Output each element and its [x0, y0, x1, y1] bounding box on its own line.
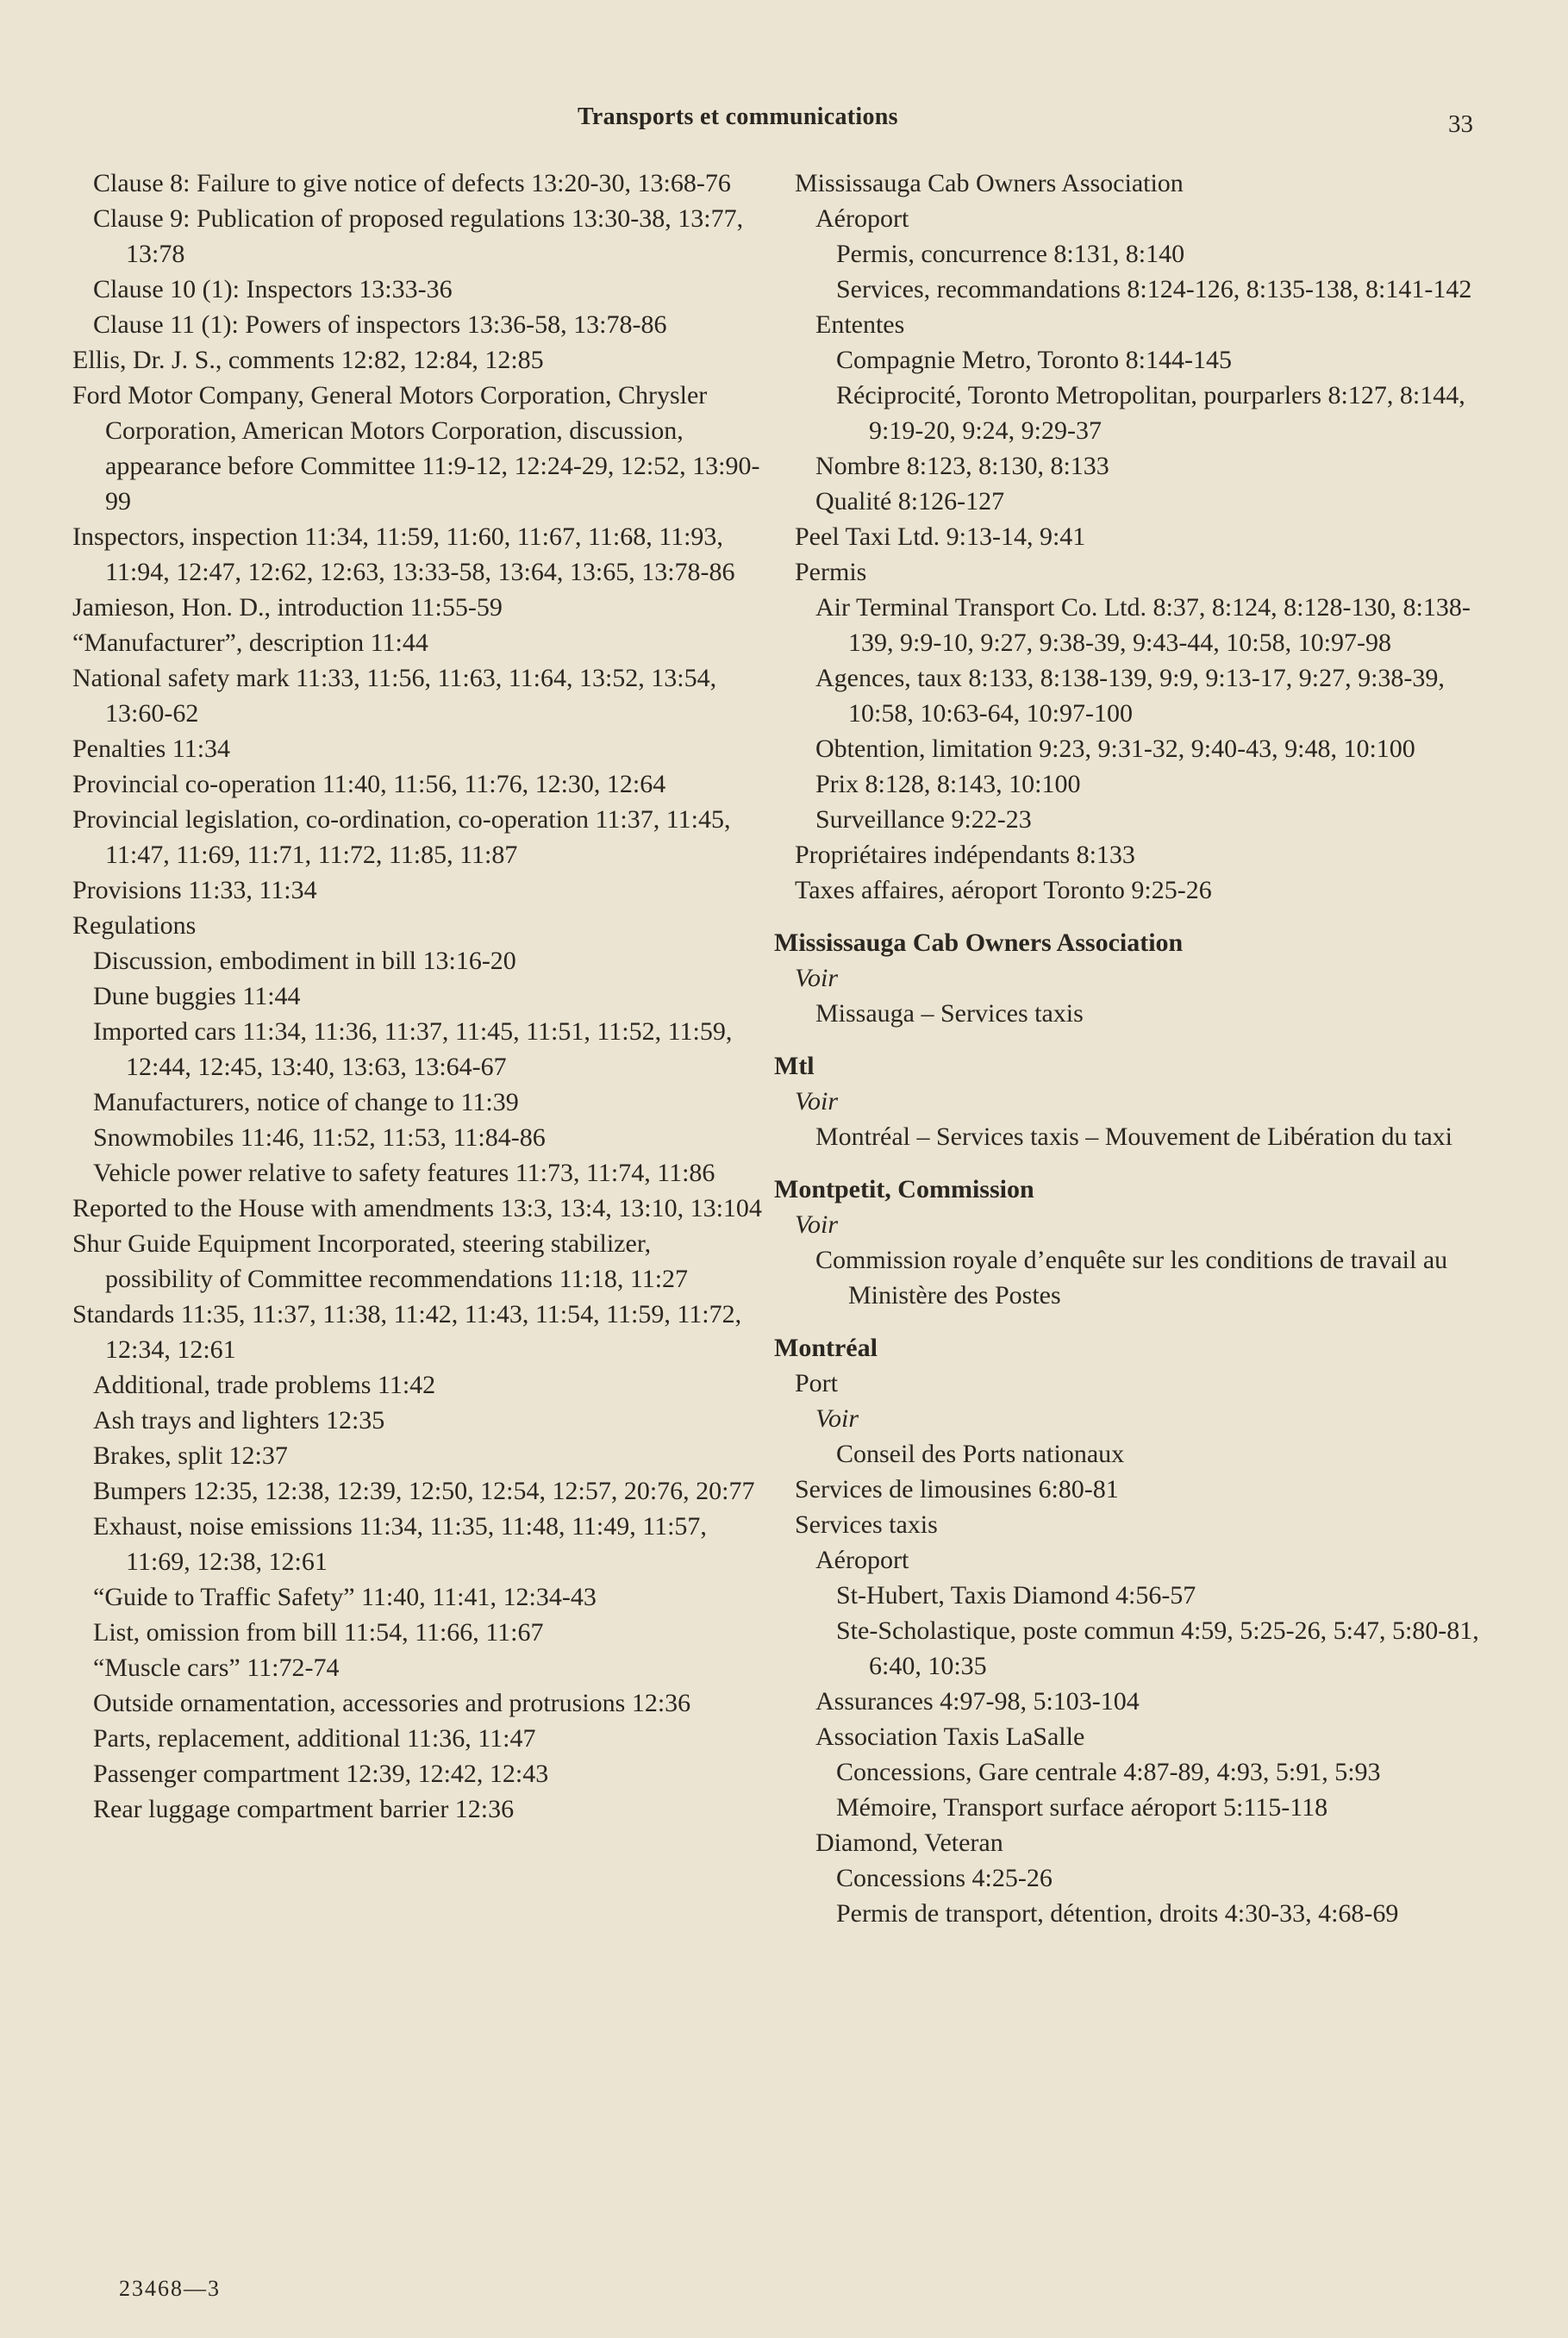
index-entry: Port [795, 1369, 839, 1397]
index-entry: Compagnie Metro, Toronto 8:144-145 [836, 346, 1232, 374]
index-entry: Ste-Scholastique, poste commun 4:59, 5:25-26, 5:47, 5:80-81, 6:40, 10:35 [836, 1616, 1479, 1680]
index-entry: Imported cars 11:34, 11:36, 11:37, 11:45, 11:51, 11:52, 11:59, 12:44, 12:45, 13:40, 13:63, 13:64-67 [93, 1017, 733, 1081]
index-entry: Ford Motor Company, General Motors Corporation, Chrysler Corporation, American Motors Corporation, discussion, appearance before Committee 11:9-12, 12:24-29, 12:52, 13:90-99 [72, 381, 760, 516]
index-entry: Propriétaires indépendants 8:133 [795, 841, 1135, 869]
index-entry: “Muscle cars” 11:72-74 [93, 1653, 340, 1682]
index-entry: Services de limousines 6:80-81 [795, 1475, 1119, 1503]
index-heading: Mississauga Cab Owners Association [774, 928, 1184, 957]
index-entry: List, omission from bill 11:54, 11:66, 11:67 [93, 1618, 544, 1647]
running-title: Transports et communications [578, 103, 898, 130]
index-entry: Rear luggage compartment barrier 12:36 [93, 1795, 515, 1823]
index-entry: Concessions, Gare centrale 4:87-89, 4:93, 5:91, 5:93 [836, 1758, 1381, 1786]
index-entry: Réciprocité, Toronto Metropolitan, pourparlers 8:127, 8:144, 9:19-20, 9:24, 9:29-37 [836, 381, 1465, 445]
index-entry: Services taxis [795, 1510, 938, 1539]
left-index-column [72, 166, 762, 1827]
index-entry: “Manufacturer”, description 11:44 [72, 628, 428, 657]
index-entry: Dune buggies 11:44 [93, 982, 301, 1010]
index-entry: Permis de transport, détention, droits 4:30-33, 4:68-69 [836, 1899, 1399, 1928]
index-entry: St-Hubert, Taxis Diamond 4:56-57 [836, 1581, 1196, 1610]
index-entry: National safety mark 11:33, 11:56, 11:63, 11:64, 13:52, 13:54, 13:60-62 [72, 664, 717, 728]
index-entry: Penalties 11:34 [72, 735, 231, 763]
index-entry: Parts, replacement, additional 11:36, 11:47 [93, 1724, 536, 1753]
index-entry: Brakes, split 12:37 [93, 1441, 288, 1470]
see-reference: Voir [795, 1210, 839, 1239]
see-reference: Voir [815, 1404, 859, 1433]
index-entry: Aéroport [815, 1546, 909, 1574]
index-entry: Clause 10 (1): Inspectors 13:33-36 [93, 275, 453, 303]
index-entry: Ententes [815, 310, 905, 339]
index-entry: Ash trays and lighters 12:35 [93, 1406, 385, 1435]
index-entry: Provisions 11:33, 11:34 [72, 876, 317, 904]
index-entry: Prix 8:128, 8:143, 10:100 [815, 770, 1081, 798]
index-heading: Montréal [774, 1334, 878, 1362]
index-entry: Inspectors, inspection 11:34, 11:59, 11:60, 11:67, 11:68, 11:93, 11:94, 12:47, 12:62, 12:63, 13:33-58, 13:64, 13:65, 13:78-86 [72, 522, 735, 586]
index-entry: Air Terminal Transport Co. Ltd. 8:37, 8:124, 8:128-130, 8:138-139, 9:9-10, 9:27, 9:38-39, 9:43-44, 10:58, 10:97-98 [815, 593, 1471, 657]
index-entry: Standards 11:35, 11:37, 11:38, 11:42, 11:43, 11:54, 11:59, 11:72, 12:34, 12:61 [72, 1300, 742, 1364]
index-entry: Mississauga Cab Owners Association [795, 169, 1184, 197]
index-entry: Nombre 8:123, 8:130, 8:133 [815, 452, 1109, 480]
index-entry: Passenger compartment 12:39, 12:42, 12:43 [93, 1760, 549, 1788]
index-entry: Services, recommandations 8:124-126, 8:135-138, 8:141-142 [836, 275, 1472, 303]
index-entry: Taxes affaires, aéroport Toronto 9:25-26 [795, 876, 1212, 904]
see-reference: Voir [795, 964, 839, 992]
index-entry: “Guide to Traffic Safety” 11:40, 11:41, 12:34-43 [93, 1583, 597, 1611]
index-entry: Mémoire, Transport surface aéroport 5:115-118 [836, 1793, 1328, 1822]
index-entry: Vehicle power relative to safety features 11:73, 11:74, 11:86 [93, 1159, 715, 1187]
index-entry: Jamieson, Hon. D., introduction 11:55-59 [72, 593, 503, 622]
index-entry: Clause 11 (1): Powers of inspectors 13:36-58, 13:78-86 [93, 310, 667, 339]
index-heading: Mtl [774, 1052, 815, 1080]
index-entry: Permis, concurrence 8:131, 8:140 [836, 240, 1185, 268]
index-entry: Concessions 4:25-26 [836, 1864, 1053, 1892]
index-entry: Reported to the House with amendments 13:3, 13:4, 13:10, 13:104 [72, 1194, 762, 1222]
index-entry: Conseil des Ports nationaux [836, 1440, 1125, 1468]
index-entry: Agences, taux 8:133, 8:138-139, 9:9, 9:13-17, 9:27, 9:38-39, 10:58, 10:63-64, 10:97-100 [815, 664, 1445, 728]
index-entry: Clause 9: Publication of proposed regulations 13:30-38, 13:77, 13:78 [93, 204, 744, 268]
page-number: 33 [1448, 110, 1473, 138]
index-entry: Manufacturers, notice of change to 11:39 [93, 1088, 519, 1116]
index-entry: Peel Taxi Ltd. 9:13-14, 9:41 [795, 522, 1086, 551]
index-entry: Provincial legislation, co-ordination, co-operation 11:37, 11:45, 11:47, 11:69, 11:71, 11:72, 11:85, 11:87 [72, 805, 731, 869]
index-entry: Permis [795, 558, 867, 586]
index-entry: Regulations [72, 911, 197, 940]
index-entry: Outside ornamentation, accessories and protrusions 12:36 [93, 1689, 691, 1717]
index-entry: Bumpers 12:35, 12:38, 12:39, 12:50, 12:54, 12:57, 20:76, 20:77 [93, 1477, 755, 1505]
index-entry: Clause 8: Failure to give notice of defects 13:20-30, 13:68-76 [93, 169, 731, 197]
right-index-column [774, 166, 1481, 1931]
see-reference: Voir [795, 1087, 839, 1116]
index-entry: Surveillance 9:22-23 [815, 805, 1032, 834]
index-entry: Association Taxis LaSalle [815, 1722, 1085, 1751]
index-entry: Assurances 4:97-98, 5:103-104 [815, 1687, 1140, 1716]
index-entry: Snowmobiles 11:46, 11:52, 11:53, 11:84-86 [93, 1123, 546, 1152]
index-entry: Montréal – Services taxis – Mouvement de Libération du taxi [815, 1122, 1452, 1151]
index-entry: Ellis, Dr. J. S., comments 12:82, 12:84, 12:85 [72, 346, 544, 374]
index-entry: Obtention, limitation 9:23, 9:31-32, 9:40-43, 9:48, 10:100 [815, 735, 1415, 763]
index-entry: Shur Guide Equipment Incorporated, steering stabilizer, possibility of Committee recommendations 11:18, 11:27 [72, 1229, 689, 1293]
index-entry: Missauga – Services taxis [815, 999, 1084, 1028]
index-entry: Aéroport [815, 204, 909, 233]
index-entry: Provincial co-operation 11:40, 11:56, 11:76, 12:30, 12:64 [72, 770, 666, 798]
index-entry: Commission royale d’enquête sur les conditions de travail au Ministère des Postes [815, 1246, 1448, 1310]
index-entry: Additional, trade problems 11:42 [93, 1371, 436, 1399]
index-entry: Qualité 8:126-127 [815, 487, 1005, 516]
index-entry: Discussion, embodiment in bill 13:16-20 [93, 947, 516, 975]
index-entry: Exhaust, noise emissions 11:34, 11:35, 11:48, 11:49, 11:57, 11:69, 12:38, 12:61 [93, 1512, 707, 1576]
index-entry: Diamond, Veteran [815, 1829, 1003, 1857]
page-header [0, 103, 1568, 147]
footer-code: 23468—3 [119, 2276, 221, 2301]
index-heading: Montpetit, Commission [774, 1175, 1034, 1203]
